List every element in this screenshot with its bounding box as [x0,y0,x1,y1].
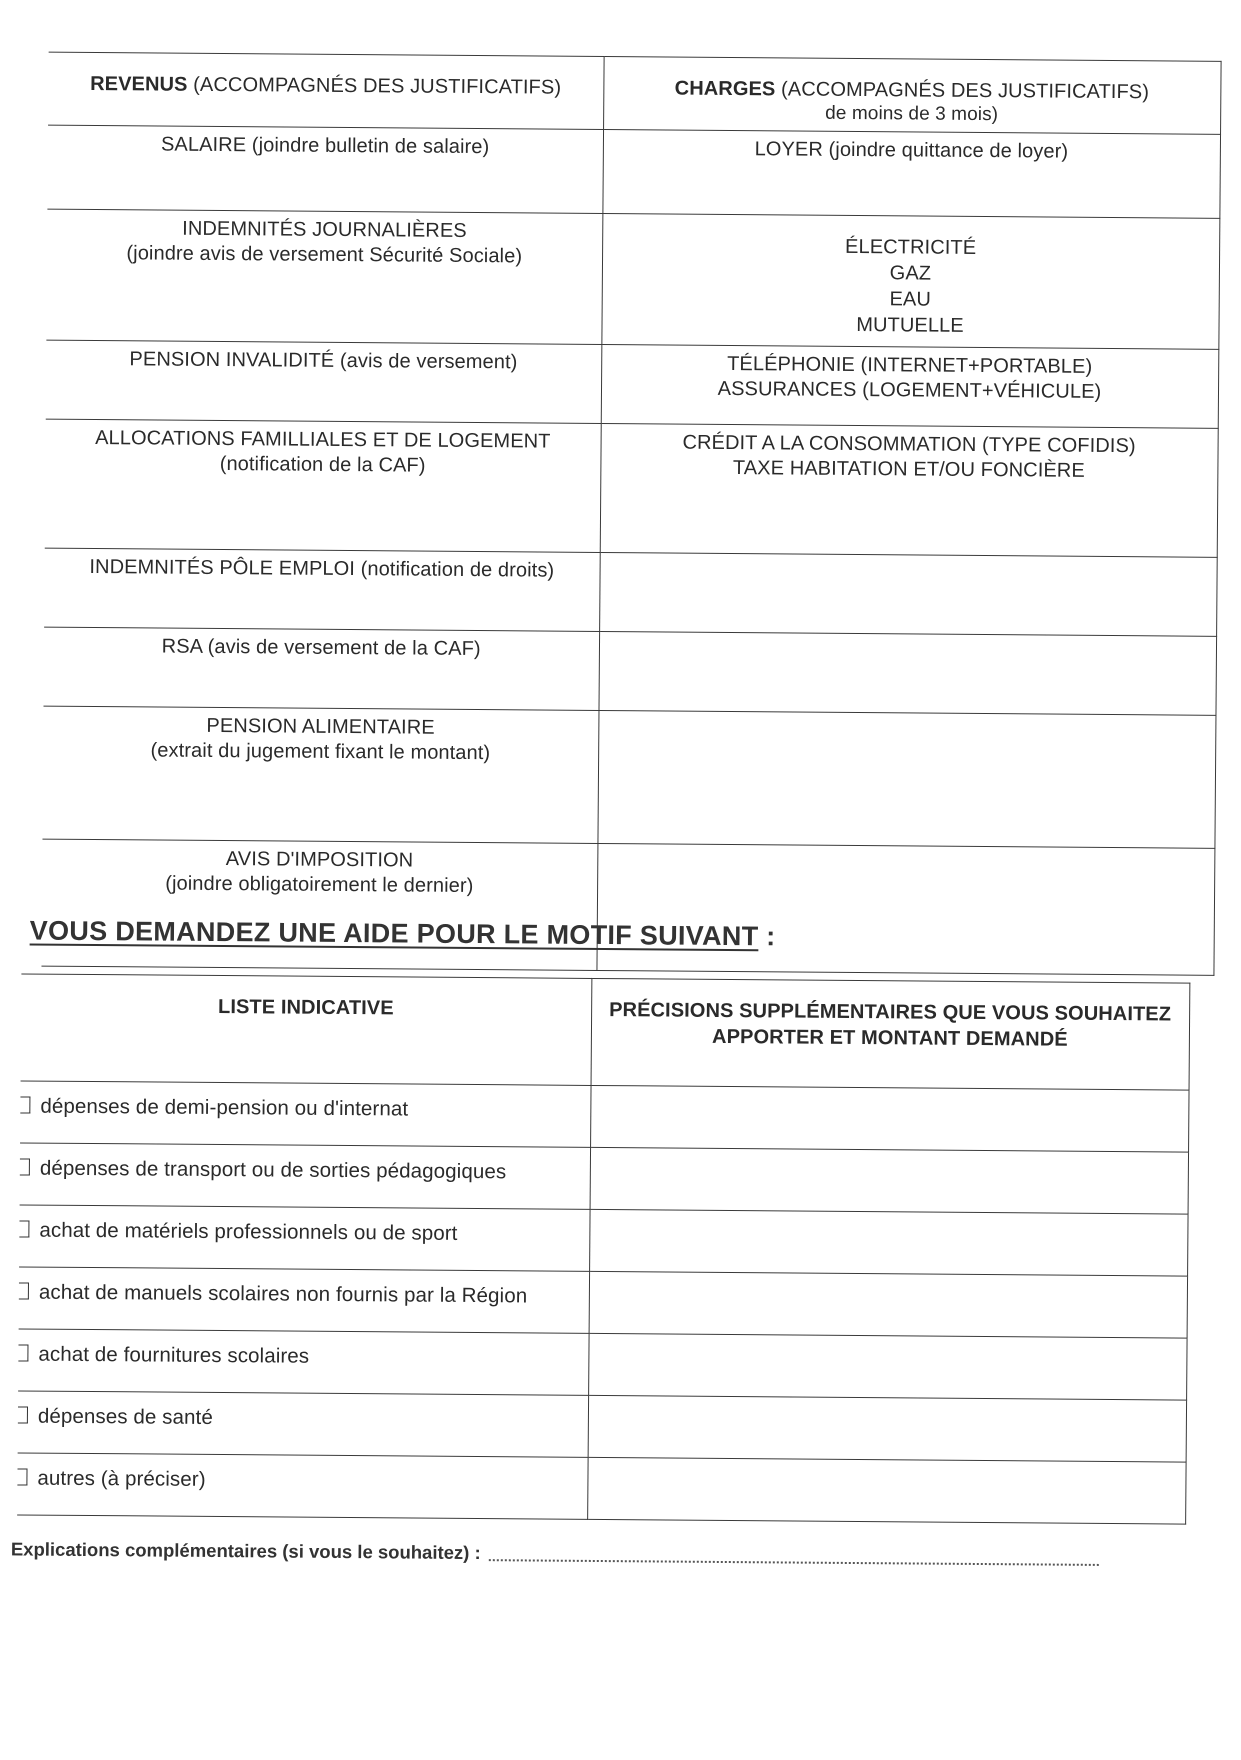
charges-cell[interactable] [597,710,1215,848]
charges-label: EAU [889,288,932,311]
charges-label: TAXE HABITATION ET/OU FONCIÈRE [732,457,1085,482]
charges-label: CRÉDIT A LA CONSOMMATION (TYPE COFIDIS) [682,431,1136,458]
charges-label: ÉLECTRICITÉ [844,235,977,259]
revenus-cell [44,548,600,631]
charges-header [603,57,1221,135]
motif-precision-field[interactable] [589,1271,1187,1338]
motif-precision-field[interactable] [588,1333,1186,1400]
income-row [46,209,1219,349]
revenus-cell [46,340,602,423]
charges-label: LOYER (joindre quittance de loyer) [754,138,1069,163]
revenus-justificatif: (joindre avis de versement Sécurité Sociale) [126,242,523,268]
motif-item-label: autres (à préciser) [37,1466,206,1491]
revenus-header-rest: (ACCOMPAGNÉS DES JUSTIFICATIFS) [193,73,562,99]
checkbox-icon[interactable] [17,1468,27,1485]
motif-row [18,1329,1186,1400]
motif-header-right: PRÉCISIONS SUPPLÉMENTAIRES QUE VOUS SOUHAITEZ APPORTER ET MONTANT DEMANDÉ [591,978,1190,1090]
charges-cell [602,130,1220,219]
checkbox-icon[interactable] [20,1158,30,1175]
charges-label: MUTUELLE [856,313,964,337]
revenus-label: ALLOCATIONS FAMILLIALES ET DE LOGEMENT [95,427,551,453]
motif-item[interactable] [18,1391,588,1457]
revenus-label: PENSION INVALIDITÉ (avis de versement) [129,348,518,374]
motif-precision-field[interactable] [589,1209,1187,1276]
revenus-cell [46,209,602,344]
motif-row [20,1143,1188,1214]
motif-header-left: LISTE INDICATIVE [21,974,592,1085]
income-row [41,839,1214,975]
checkbox-icon[interactable] [18,1344,28,1361]
checkbox-icon[interactable] [19,1220,29,1237]
revenus-label: SALAIRE (joindre bulletin de salaire) [160,133,490,159]
motif-item[interactable] [20,1081,590,1147]
motif-item[interactable] [17,1453,587,1519]
checkbox-icon[interactable] [18,1406,28,1423]
income-row [42,706,1215,848]
income-row [47,125,1220,218]
revenus-label: RSA (avis de versement de la CAF) [161,635,481,661]
revenus-header-strong: REVENUS [90,72,188,96]
charges-cell[interactable] [598,631,1216,715]
revenus-header [48,52,604,129]
explications-label: Explications complémentaires (si vous le souhaitez) : [10,1538,481,1564]
section-title-text: VOUS DEMANDEZ UNE AIDE POUR LE MOTIF SUIVANT [29,915,759,952]
motif-row [17,1453,1185,1524]
motif-item-label: dépenses de demi-pension ou d'internat [40,1094,409,1121]
charges-label: TÉLÉPHONIE (INTERNET+PORTABLE) [727,352,1093,378]
section-title-suffix: : [758,921,776,952]
explications-dotted-field[interactable] [489,1559,1099,1566]
charges-label: ASSURANCES (LOGEMENT+VÉHICULE) [717,377,1102,403]
charges-label: GAZ [889,262,932,285]
income-header-row [48,52,1221,134]
charges-header-rest: (ACCOMPAGNÉS DES JUSTIFICATIFS) [781,78,1150,104]
revenus-cell [44,627,600,710]
motif-precision-field[interactable] [590,1147,1188,1214]
charges-header-sub: de moins de 3 mois) [825,102,999,126]
revenus-cell [45,419,601,552]
motif-item-label: dépenses de transport ou de sorties pédagogiques [39,1156,507,1184]
motif-item[interactable] [19,1267,589,1333]
income-row [45,419,1218,557]
motif-item[interactable] [20,1143,590,1209]
motif-row [20,1081,1188,1152]
motif-precision-field[interactable] [588,1395,1186,1462]
motif-table [17,973,1190,1524]
charges-header-strong: CHARGES [674,77,776,101]
income-charges-table [41,52,1221,976]
income-row [46,340,1219,428]
checkbox-icon[interactable] [20,1096,30,1113]
charges-cell [601,213,1219,349]
income-row [44,627,1217,715]
revenus-label: AVIS D'IMPOSITION [225,848,414,872]
revenus-cell [41,839,597,970]
revenus-label: INDEMNITÉS PÔLE EMPLOI (notification de droits) [89,555,555,582]
motif-precision-field[interactable] [587,1457,1185,1524]
motif-row [19,1205,1187,1276]
motif-item-label: achat de fournitures scolaires [38,1342,310,1368]
revenus-justificatif: (notification de la CAF) [219,453,426,477]
revenus-justificatif: (extrait du jugement fixant le montant) [150,739,491,765]
explications-line [11,1538,1161,1569]
motif-item-label: dépenses de santé [37,1404,213,1429]
revenus-label: INDEMNITÉS JOURNALIÈRES [182,217,467,242]
motif-precision-field[interactable] [590,1085,1188,1152]
section-title [30,916,776,953]
motif-item-label: achat de matériels professionnels ou de sport [39,1218,458,1245]
motif-row [18,1391,1186,1462]
motif-row [19,1267,1187,1338]
charges-cell[interactable] [596,843,1214,975]
motif-item[interactable] [19,1205,589,1271]
charges-cell[interactable] [599,552,1217,636]
revenus-cell [47,125,603,213]
checkbox-icon[interactable] [19,1282,29,1299]
charges-cell [600,423,1218,557]
income-row [44,548,1217,636]
motif-item[interactable] [18,1329,588,1395]
charges-cell [601,344,1219,428]
revenus-cell [42,706,598,843]
motif-header-row [21,974,1190,1090]
revenus-justificatif: (joindre obligatoirement le dernier) [165,872,474,898]
motif-item-label: achat de manuels scolaires non fournis par la Région [38,1280,528,1308]
revenus-label: PENSION ALIMENTAIRE [206,714,435,739]
